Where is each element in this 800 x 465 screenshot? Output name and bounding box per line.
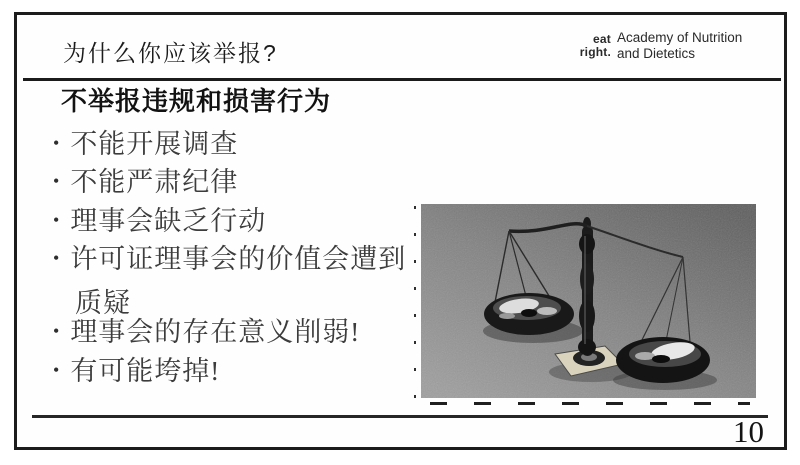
bullet-text: 理事会缺乏行动: [70, 206, 267, 236]
academy-name-line2: and Dietetics: [617, 46, 696, 61]
bullet-marker: •: [53, 210, 61, 230]
eat-right-wordmark: [573, 33, 611, 59]
bullet-item-5: [53, 317, 361, 347]
bullet-text: 许可证理事会的价值会遭到: [70, 244, 407, 274]
wordmark-line-eat: eat: [593, 32, 611, 46]
wordmark-line-right: right.: [579, 45, 611, 59]
bullet-item-3: [53, 206, 267, 236]
photo-border-dots: [414, 206, 416, 408]
bullet-marker: •: [53, 248, 61, 268]
bullet-item-1: [53, 129, 239, 159]
bullet-text: 不能严肃纪律: [70, 167, 239, 197]
bullet-text: 质疑: [75, 288, 131, 318]
academy-name: [617, 30, 767, 62]
bullet-text: 不能开展调查: [70, 129, 239, 159]
academy-name-line1: Academy of Nutrition: [617, 30, 743, 45]
bullet-marker: •: [53, 360, 61, 380]
bullet-item-2: [53, 167, 239, 197]
bullet-marker: •: [53, 321, 61, 341]
balance-scale-illustration: [421, 204, 756, 398]
title-divider: [23, 78, 781, 81]
bullet-text: 理事会的存在意义削弱!: [70, 317, 361, 347]
photo-border-dashes: [430, 402, 750, 405]
balance-scale-photo: [421, 204, 756, 398]
bullet-item-6: [53, 356, 221, 386]
slide: [14, 12, 787, 450]
bullet-marker: •: [53, 133, 61, 153]
footer-divider: [32, 415, 768, 418]
slide-heading: 不举报违规和损害行为: [61, 86, 332, 116]
page-number: 10: [733, 414, 764, 449]
academy-logo: [573, 30, 773, 78]
slide-title: 为什么你应该举报?: [63, 40, 278, 66]
bullet-item-4: [53, 244, 407, 274]
bullet-text: 有可能垮掉!: [70, 356, 221, 386]
bullet-marker: •: [53, 171, 61, 191]
